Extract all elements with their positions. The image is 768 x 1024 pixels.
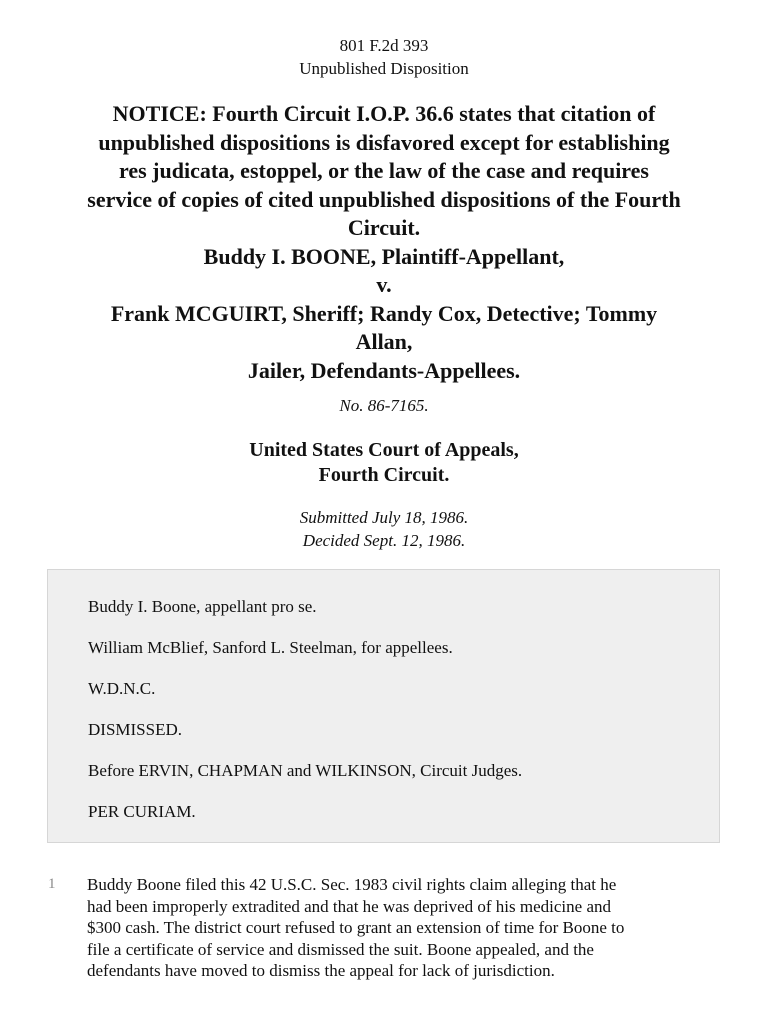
paragraph-line: $300 cash. The district court refused to grant an extension of time for Boone to <box>87 918 625 937</box>
appellant-counsel: Buddy I. Boone, appellant pro se. <box>88 597 317 616</box>
caption-versus: v. <box>376 272 392 297</box>
paragraph-line: file a certificate of service and dismissed the suit. Boone appealed, and the <box>87 939 594 959</box>
caption-defendants: Frank MCGUIRT, Sheriff; Randy Cox, Detective; Tommy <box>110 300 658 326</box>
court-circuit-line: Fourth Circuit. <box>318 464 450 486</box>
notice-line: unpublished dispositions is disfavored except for establishing <box>98 129 670 155</box>
paragraph-line: defendants have moved to dismiss the appeal for lack of jurisdiction. <box>87 961 555 980</box>
caption-plaintiff: Buddy I. BOONE, Plaintiff-Appellant, <box>203 243 565 269</box>
case-dates <box>0 506 768 552</box>
notice-line: NOTICE: Fourth Circuit I.O.P. 36.6 states that citation of <box>112 101 656 126</box>
paragraph-text <box>87 874 727 982</box>
paragraph-number: 1 <box>48 876 56 892</box>
caption-defendants: Jailer, Defendants-Appellees. <box>247 357 521 383</box>
disposition-label: Unpublished Disposition <box>299 59 469 78</box>
case-info-box <box>47 569 720 843</box>
panel-judges: Before ERVIN, CHAPMAN and WILKINSON, Circuit Judges. <box>88 761 523 780</box>
court-name <box>0 438 768 488</box>
notice-line: service of copies of cited unpublished dispositions of the Fourth <box>87 186 681 212</box>
appellee-counsel: William McBlief, Sanford L. Steelman, for appellees. <box>88 638 453 657</box>
caption-defendants: Allan, <box>355 329 413 354</box>
case-citation: 801 F.2d 393 <box>339 36 429 55</box>
notice-line: res judicata, estoppel, or the law of the case and requires <box>118 158 649 183</box>
docket-number: No. 86-7165. <box>339 396 429 415</box>
notice-line: Circuit. <box>347 215 421 240</box>
paragraph-line: Buddy Boone filed this 42 U.S.C. Sec. 1983 civil rights claim alleging that he <box>87 875 617 894</box>
per-curiam: PER CURIAM. <box>88 802 196 821</box>
court-name-line: United States Court of Appeals, <box>249 439 519 461</box>
paragraph-line: had been improperly extradited and that he was deprived of his medicine and <box>87 896 611 916</box>
decided-date: Decided Sept. 12, 1986. <box>302 531 466 550</box>
disposition-result: DISMISSED. <box>88 720 182 739</box>
submitted-date: Submitted July 18, 1986. <box>299 508 469 527</box>
lower-court: W.D.N.C. <box>88 679 156 698</box>
case-header <box>0 34 768 80</box>
notice-and-caption <box>40 100 728 385</box>
